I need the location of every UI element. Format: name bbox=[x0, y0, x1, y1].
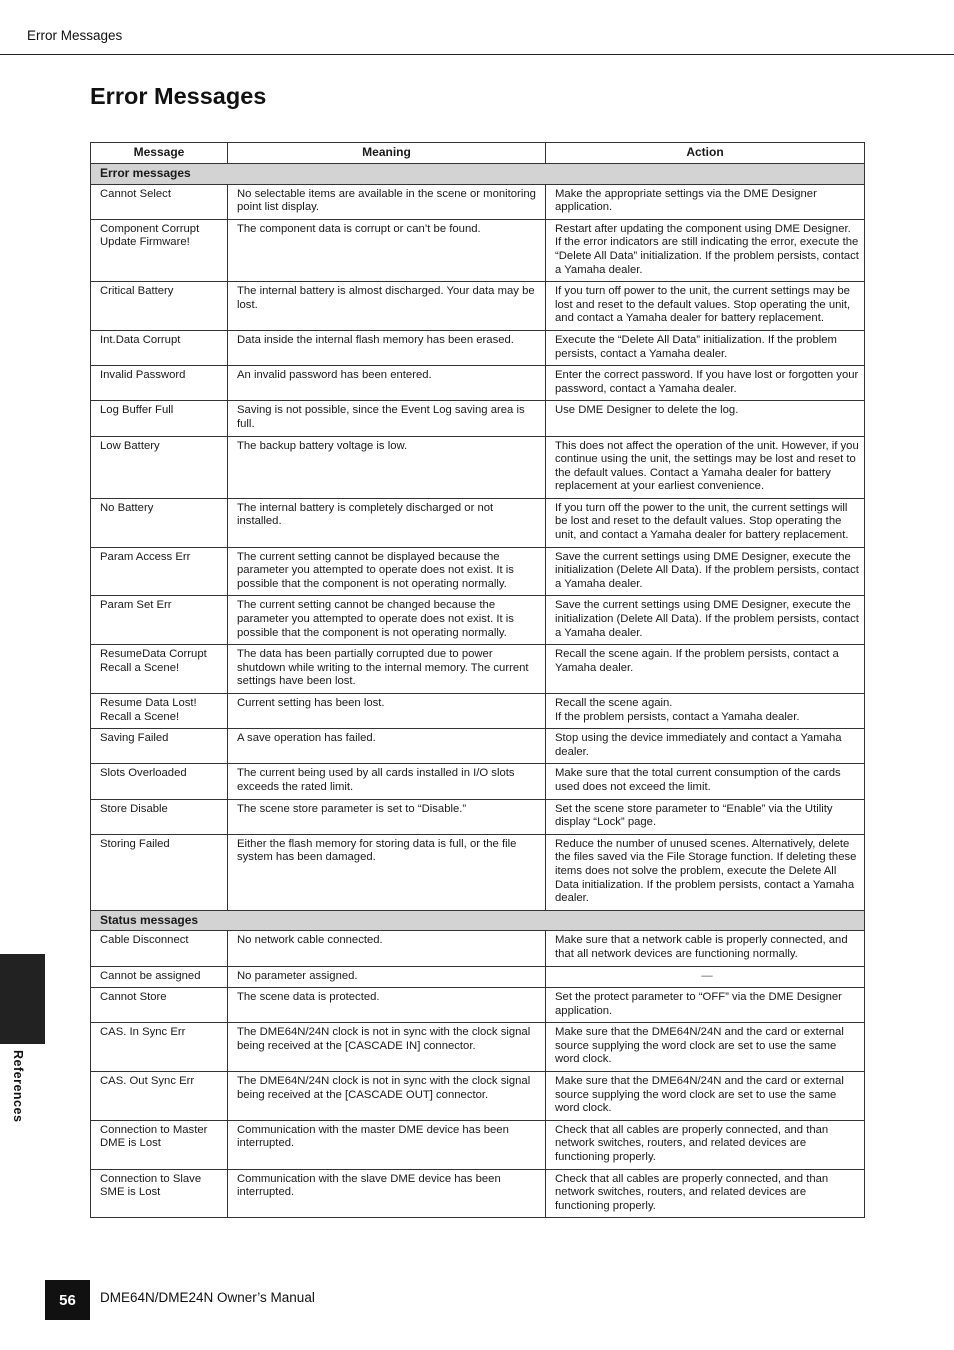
section-title: Status messages bbox=[91, 910, 865, 931]
section-row bbox=[91, 164, 865, 185]
cell-message: Store Disable bbox=[91, 799, 228, 834]
cell-action: Make sure that the DME64N/24N and the card or external source supplying the word clock are set to use the same word clock. bbox=[546, 1023, 865, 1072]
cell-action: Use DME Designer to delete the log. bbox=[546, 401, 865, 436]
cell-meaning: Communication with the master DME device has been interrupted. bbox=[228, 1120, 546, 1169]
table-row bbox=[91, 366, 865, 401]
cell-message: Cannot be assigned bbox=[91, 966, 228, 988]
cell-action: Save the current settings using DME Designer, execute the initialization (Delete All Data). If the problem persists, contact a Yamaha dealer. bbox=[546, 547, 865, 596]
cell-message: Int.Data Corrupt bbox=[91, 330, 228, 365]
cell-message: CAS. Out Sync Err bbox=[91, 1072, 228, 1121]
cell-meaning: No network cable connected. bbox=[228, 931, 546, 966]
section-title: Error messages bbox=[91, 164, 865, 185]
error-messages-table bbox=[90, 142, 865, 1218]
table-row bbox=[91, 694, 865, 729]
cell-action: Make the appropriate settings via the DME Designer application. bbox=[546, 184, 865, 219]
cell-meaning: The DME64N/24N clock is not in sync with the clock signal being received at the [CASCADE OUT] connector. bbox=[228, 1072, 546, 1121]
table-row bbox=[91, 799, 865, 834]
cell-message: Resume Data Lost! Recall a Scene! bbox=[91, 694, 228, 729]
table-row bbox=[91, 547, 865, 596]
cell-meaning: Data inside the internal flash memory has been erased. bbox=[228, 330, 546, 365]
cell-action: Check that all cables are properly connected, and than network switches, routers, and related devices are functioning properly. bbox=[546, 1169, 865, 1218]
cell-meaning: The scene store parameter is set to “Disable.” bbox=[228, 799, 546, 834]
cell-message: Storing Failed bbox=[91, 834, 228, 910]
cell-action: Check that all cables are properly connected, and than network switches, routers, and related devices are functioning properly. bbox=[546, 1120, 865, 1169]
table-row bbox=[91, 834, 865, 910]
cell-message: Log Buffer Full bbox=[91, 401, 228, 436]
cell-message: Saving Failed bbox=[91, 729, 228, 764]
cell-meaning: The backup battery voltage is low. bbox=[228, 436, 546, 498]
table-body bbox=[91, 164, 865, 1218]
table-row bbox=[91, 330, 865, 365]
cell-action: Make sure that the total current consumption of the cards used does not exceed the limit. bbox=[546, 764, 865, 799]
page-number: 56 bbox=[45, 1280, 90, 1320]
cell-meaning: The DME64N/24N clock is not in sync with the clock signal being received at the [CASCADE IN] connector. bbox=[228, 1023, 546, 1072]
cell-action: Reduce the number of unused scenes. Alternatively, delete the files saved via the File Storage function. If deleting these items does not solve the problem, execute the Delete All Data initialization. If the problem persists, contact a Yamaha dealer. bbox=[546, 834, 865, 910]
cell-action: Recall the scene again. If the problem persists, contact a Yamaha dealer. bbox=[546, 694, 865, 729]
table-row bbox=[91, 401, 865, 436]
table-row bbox=[91, 498, 865, 547]
cell-message: Cannot Select bbox=[91, 184, 228, 219]
cell-message: No Battery bbox=[91, 498, 228, 547]
table-row bbox=[91, 729, 865, 764]
table-row bbox=[91, 931, 865, 966]
cell-message: Component Corrupt Update Firmware! bbox=[91, 219, 228, 281]
cell-message: Cannot Store bbox=[91, 988, 228, 1023]
column-header-action: Action bbox=[546, 143, 865, 164]
running-header: Error Messages bbox=[27, 28, 123, 43]
table-header-row bbox=[91, 143, 865, 164]
cell-message: Connection to Master DME is Lost bbox=[91, 1120, 228, 1169]
section-tab-marker bbox=[0, 954, 45, 1044]
cell-message: Slots Overloaded bbox=[91, 764, 228, 799]
cell-meaning: Current setting has been lost. bbox=[228, 694, 546, 729]
cell-action: Make sure that a network cable is properly connected, and that all network devices are functioning normally. bbox=[546, 931, 865, 966]
cell-meaning: The component data is corrupt or can’t be found. bbox=[228, 219, 546, 281]
column-header-meaning: Meaning bbox=[228, 143, 546, 164]
table-row bbox=[91, 966, 865, 988]
cell-action: Execute the “Delete All Data” initialization. If the problem persists, contact a Yamaha dealer. bbox=[546, 330, 865, 365]
column-header-message: Message bbox=[91, 143, 228, 164]
cell-message: Cable Disconnect bbox=[91, 931, 228, 966]
cell-action: Restart after updating the component using DME Designer. If the error indicators are still indicating the error, execute the “Delete All Data” initialization. If the problem persists, contact a Yamaha dealer. bbox=[546, 219, 865, 281]
cell-action: Enter the correct password. If you have lost or forgotten your password, contact a Yamaha dealer. bbox=[546, 366, 865, 401]
cell-message: Invalid Password bbox=[91, 366, 228, 401]
cell-meaning: The internal battery is almost discharged. Your data may be lost. bbox=[228, 282, 546, 331]
cell-meaning: An invalid password has been entered. bbox=[228, 366, 546, 401]
section-row bbox=[91, 910, 865, 931]
cell-message: ResumeData Corrupt Recall a Scene! bbox=[91, 645, 228, 694]
cell-meaning: Communication with the slave DME device has been interrupted. bbox=[228, 1169, 546, 1218]
cell-meaning: Either the flash memory for storing data is full, or the file system has been damaged. bbox=[228, 834, 546, 910]
table-row bbox=[91, 596, 865, 645]
table-row bbox=[91, 282, 865, 331]
cell-action: If you turn off power to the unit, the current settings may be lost and reset to the default values. Stop operating the unit, and contact a Yamaha dealer for battery replacement. bbox=[546, 282, 865, 331]
table-row bbox=[91, 645, 865, 694]
cell-meaning: The internal battery is completely discharged or not installed. bbox=[228, 498, 546, 547]
cell-meaning: No parameter assigned. bbox=[228, 966, 546, 988]
cell-action: Set the scene store parameter to “Enable” via the Utility display “Lock” page. bbox=[546, 799, 865, 834]
cell-action: Set the protect parameter to “OFF” via the DME Designer application. bbox=[546, 988, 865, 1023]
cell-action: — bbox=[546, 966, 865, 988]
table-row bbox=[91, 219, 865, 281]
cell-message: CAS. In Sync Err bbox=[91, 1023, 228, 1072]
header-rule bbox=[0, 54, 954, 55]
cell-meaning: A save operation has failed. bbox=[228, 729, 546, 764]
cell-action: Stop using the device immediately and contact a Yamaha dealer. bbox=[546, 729, 865, 764]
table-row bbox=[91, 1072, 865, 1121]
cell-message: Critical Battery bbox=[91, 282, 228, 331]
table-row bbox=[91, 764, 865, 799]
cell-meaning: The data has been partially corrupted due to power shutdown while writing to the internal memory. The current settings have been lost. bbox=[228, 645, 546, 694]
cell-message: Param Access Err bbox=[91, 547, 228, 596]
cell-action: Recall the scene again. If the problem persists, contact a Yamaha dealer. bbox=[546, 645, 865, 694]
manual-title: DME64N/DME24N Owner’s Manual bbox=[100, 1290, 315, 1305]
cell-meaning: The current being used by all cards installed in I/O slots exceeds the rated limit. bbox=[228, 764, 546, 799]
side-section-label: References bbox=[11, 1050, 25, 1123]
table-row bbox=[91, 1120, 865, 1169]
cell-meaning: The current setting cannot be changed because the parameter you attempted to operate does not exist. It is possible that the component is not operating normally. bbox=[228, 596, 546, 645]
table-row bbox=[91, 436, 865, 498]
cell-action: If you turn off the power to the unit, the current settings will be lost and reset to the default values. Stop operating the unit, and contact a Yamaha dealer for battery replacement. bbox=[546, 498, 865, 547]
cell-meaning: Saving is not possible, since the Event Log saving area is full. bbox=[228, 401, 546, 436]
cell-message: Low Battery bbox=[91, 436, 228, 498]
cell-meaning: No selectable items are available in the scene or monitoring point list display. bbox=[228, 184, 546, 219]
cell-action: Save the current settings using DME Designer, execute the initialization (Delete All Data). If the problem persists, contact a Yamaha dealer. bbox=[546, 596, 865, 645]
cell-message: Connection to Slave SME is Lost bbox=[91, 1169, 228, 1218]
cell-message: Param Set Err bbox=[91, 596, 228, 645]
cell-action: Make sure that the DME64N/24N and the card or external source supplying the word clock are set to use the same word clock. bbox=[546, 1072, 865, 1121]
cell-action: This does not affect the operation of the unit. However, if you continue using the unit, the settings may be lost and reset to the default values. Contact a Yamaha dealer for battery replacement at your earliest convenience. bbox=[546, 436, 865, 498]
cell-meaning: The current setting cannot be displayed because the parameter you attempted to operate does not exist. It is possible that the component is not operating normally. bbox=[228, 547, 546, 596]
table-row bbox=[91, 1169, 865, 1218]
table-row bbox=[91, 1023, 865, 1072]
table-row bbox=[91, 988, 865, 1023]
cell-meaning: The scene data is protected. bbox=[228, 988, 546, 1023]
page-title: Error Messages bbox=[90, 83, 267, 109]
table-row bbox=[91, 184, 865, 219]
